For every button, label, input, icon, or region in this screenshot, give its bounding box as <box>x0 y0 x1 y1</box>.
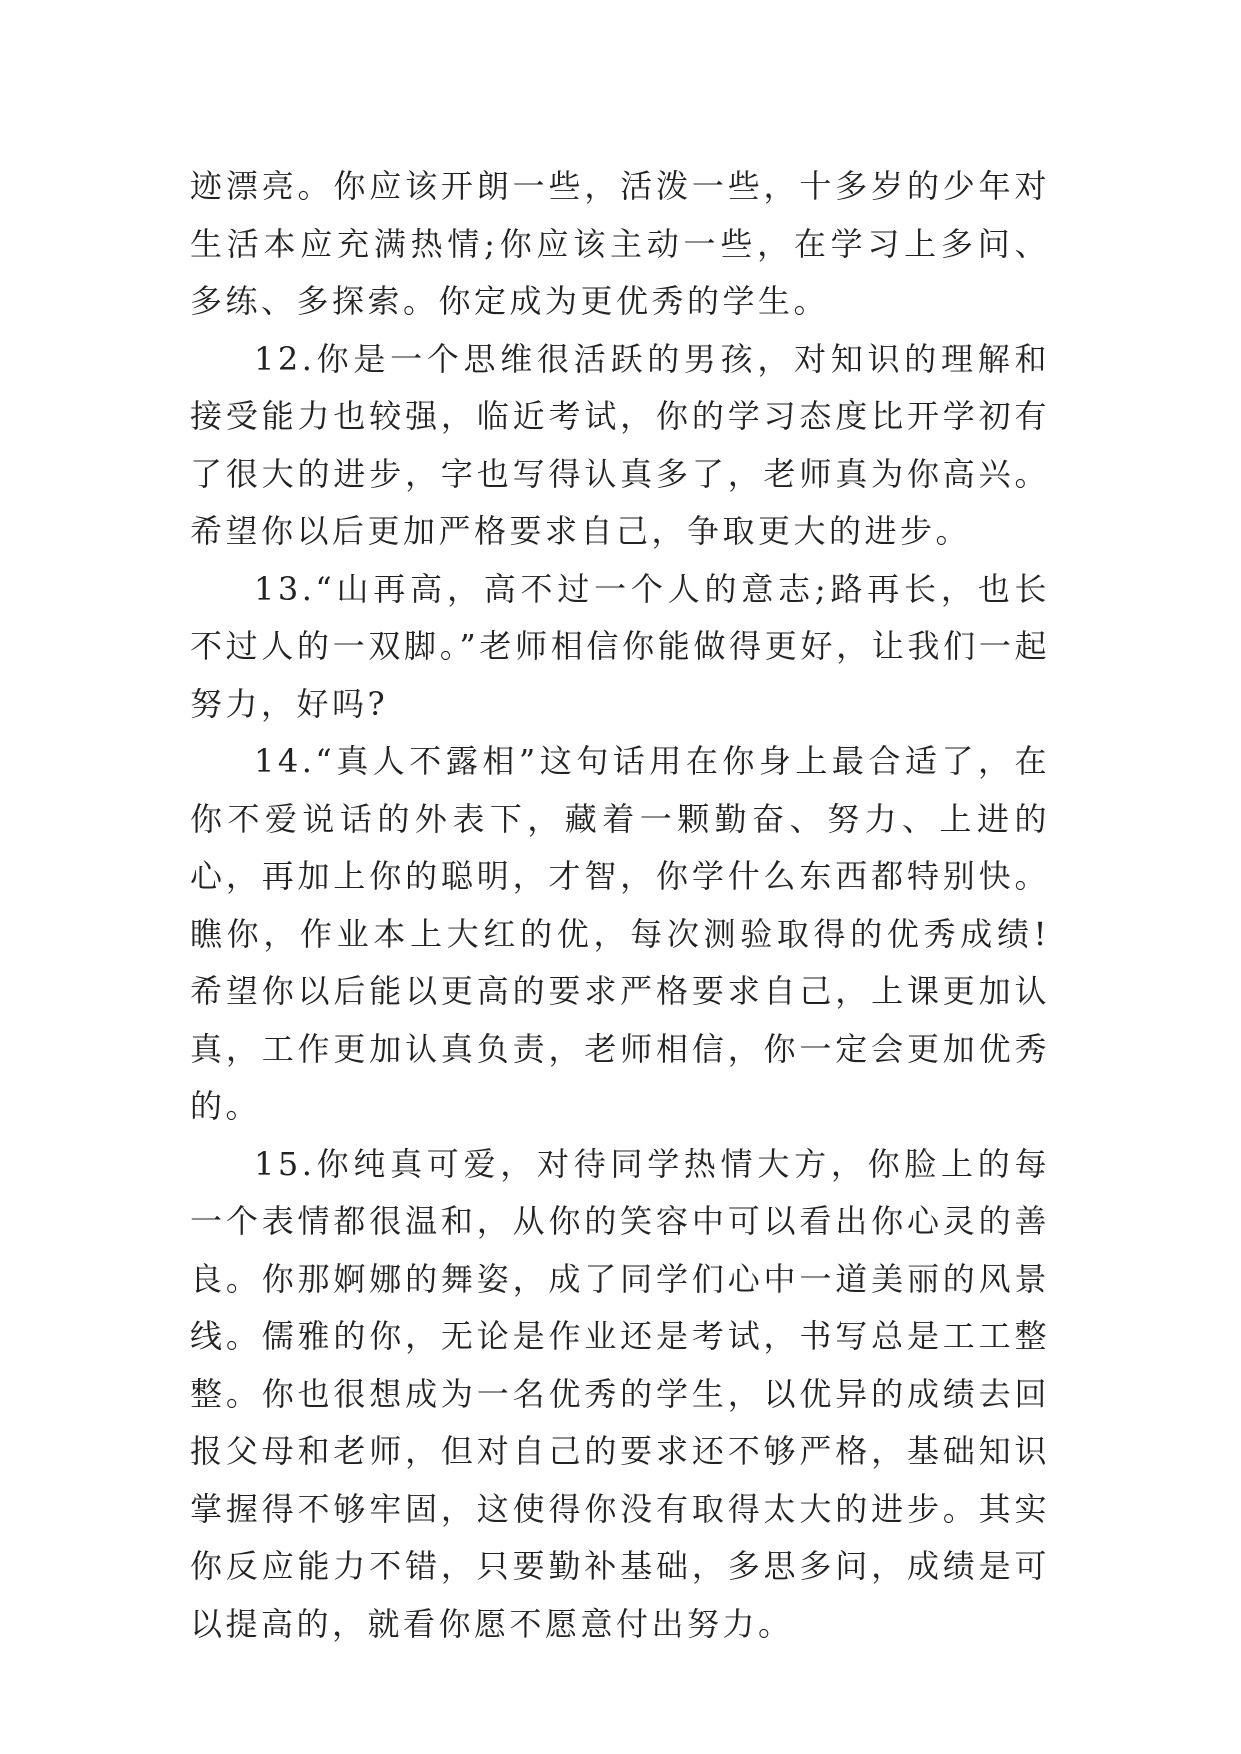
paragraph-item-13: 13.“山再高，高不过一个人的意志;路再长，也长不过人的一双脚。”老师相信你能做得更好，让我们一起努力，好吗? <box>190 569 1050 723</box>
paragraph-item-12: 12.你是一个思维很活跃的男孩，对知识的理解和接受能力也较强，临近考试，你的学习态度比开学初有了很大的进步，字也写得认真多了，老师真为你高兴。希望你以后更加严格要求自己，争取更大的进步。 <box>190 339 1050 550</box>
paragraph-continuation: 迹漂亮。你应该开朗一些，活泼一些，十多岁的少年对生活本应充满热情;你应该主动一些，在学习上多问、多练、多探索。你定成为更优秀的学生。 <box>190 167 1050 320</box>
document-body <box>190 158 1050 1653</box>
paragraph-item-15: 15.你纯真可爱，对待同学热情大方，你脸上的每一个表情都很温和，从你的笑容中可以看出你心灵的善良。你那婀娜的舞姿，成了同学们心中一道美丽的风景线。儒雅的你，无论是作业还是考试，书写总是工工整整。你也很想成为一名优秀的学生，以优异的成绩去回报父母和老师，但对自己的要求还不够严格，基础知识掌握得不够牢固，这使得你没有取得太大的进步。其实你反应能力不错，只要勤补基础，多思多问，成绩是可以提高的，就看你愿不愿意付出努力。 <box>190 1144 1050 1643</box>
paragraph-item-14: 14.“真人不露相”这句话用在你身上最合适了，在你不爱说话的外表下，藏着一颗勤奋、努力、上进的心，再加上你的聪明，才智，你学什么东西都特别快。瞧你，作业本上大红的优，每次测验取得的优秀成绩!希望你以后能以更高的要求严格要求自己，上课更加认真，工作更加认真负责，老师相信，你一定会更加优秀的。 <box>190 742 1050 1125</box>
